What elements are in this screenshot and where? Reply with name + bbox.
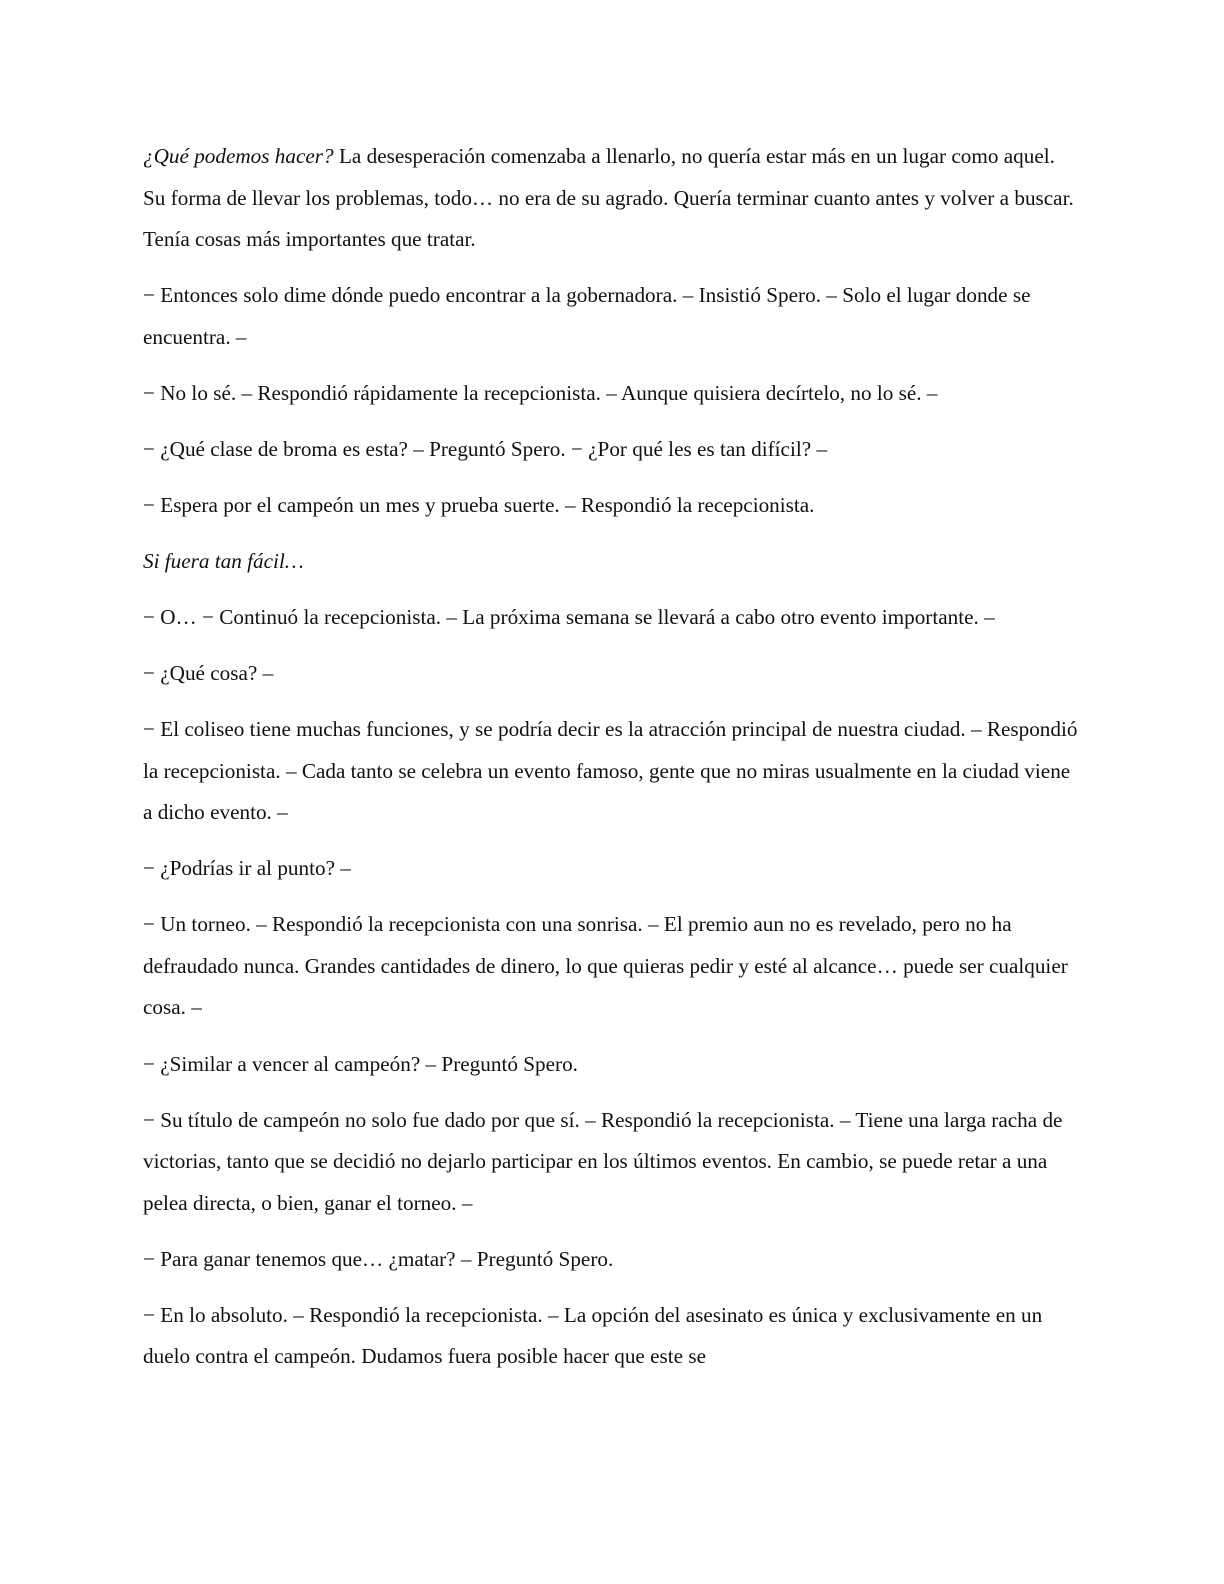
dialogue-line xyxy=(143,848,1078,890)
paragraph-text: − ¿Similar a vencer al campeón? – Preguntó Spero. xyxy=(143,1051,578,1076)
paragraph-text: − Entonces solo dime dónde puedo encontrar a la gobernadora. – Insistió Spero. – Solo el lugar donde se encuentra. – xyxy=(143,283,1031,349)
dialogue-line xyxy=(143,653,1078,695)
dialogue-line xyxy=(143,485,1078,527)
dialogue-line xyxy=(143,1044,1078,1086)
dialogue-line xyxy=(143,709,1078,834)
italic-thought: ¿Qué podemos hacer? xyxy=(143,144,334,168)
italic-thought: Si fuera tan fácil… xyxy=(143,548,304,573)
dialogue-line xyxy=(143,1239,1078,1281)
paragraph-text: − Su título de campeón no solo fue dado por que sí. – Respondió la recepcionista. – Tiene una larga racha de victorias, tanto que se decidió no dejarlo participar en los últimos eventos. En cambio, se puede retar a una pelea directa, o bien, ganar el torneo. – xyxy=(143,1107,1063,1215)
dialogue-line xyxy=(143,904,1078,1029)
dialogue-line xyxy=(143,1295,1078,1378)
paragraph-text: − Espera por el campeón un mes y prueba suerte. – Respondió la recepcionista. xyxy=(143,492,815,517)
paragraph xyxy=(143,541,1078,583)
paragraph-text: − El coliseo tiene muchas funciones, y se podría decir es la atracción principal de nuestra ciudad. – Respondió la recepcionista. – Cada tanto se celebra un evento famoso, gente que no miras usualmente en la ciudad viene a dicho evento. – xyxy=(143,717,1078,825)
paragraph-text: La desesperación comenzaba a llenarlo, no quería estar más en un lugar como aquel. Su forma de llevar los problemas, todo… no era de su agrado. Quería terminar cuanto antes y volver a buscar. Tenía cosas más importantes que tratar. xyxy=(143,144,1074,251)
dialogue-line xyxy=(143,373,1078,415)
dialogue-line xyxy=(143,597,1078,639)
paragraph-text: − ¿Qué clase de broma es esta? – Preguntó Spero. − ¿Por qué les es tan difícil? – xyxy=(143,436,828,461)
paragraph-text: − ¿Qué cosa? – xyxy=(143,661,274,686)
paragraph-text: − ¿Podrías ir al punto? – xyxy=(143,856,351,881)
dialogue-line xyxy=(143,275,1078,358)
paragraph-text: − Un torneo. – Respondió la recepcionista con una sonrisa. – El premio aun no es revelado, pero no ha defraudado nunca. Grandes cantidades de dinero, lo que quieras pedir y esté al alcance… puede ser cualquier cosa. – xyxy=(143,912,1068,1020)
paragraph-text: − Para ganar tenemos que… ¿matar? – Preguntó Spero. xyxy=(143,1246,614,1271)
paragraph xyxy=(143,136,1078,261)
paragraph-text: − O… − Continuó la recepcionista. – La próxima semana se llevará a cabo otro evento importante. – xyxy=(143,605,995,630)
document-page xyxy=(143,136,1078,1392)
dialogue-line xyxy=(143,429,1078,471)
paragraph-text: − En lo absoluto. – Respondió la recepcionista. – La opción del asesinato es única y exclusivamente en un duelo contra el campeón. Dudamos fuera posible hacer que este se xyxy=(143,1302,1043,1369)
paragraph-text: − No lo sé. – Respondió rápidamente la recepcionista. – Aunque quisiera decírtelo, no lo sé. – xyxy=(143,380,938,405)
dialogue-line xyxy=(143,1100,1078,1225)
